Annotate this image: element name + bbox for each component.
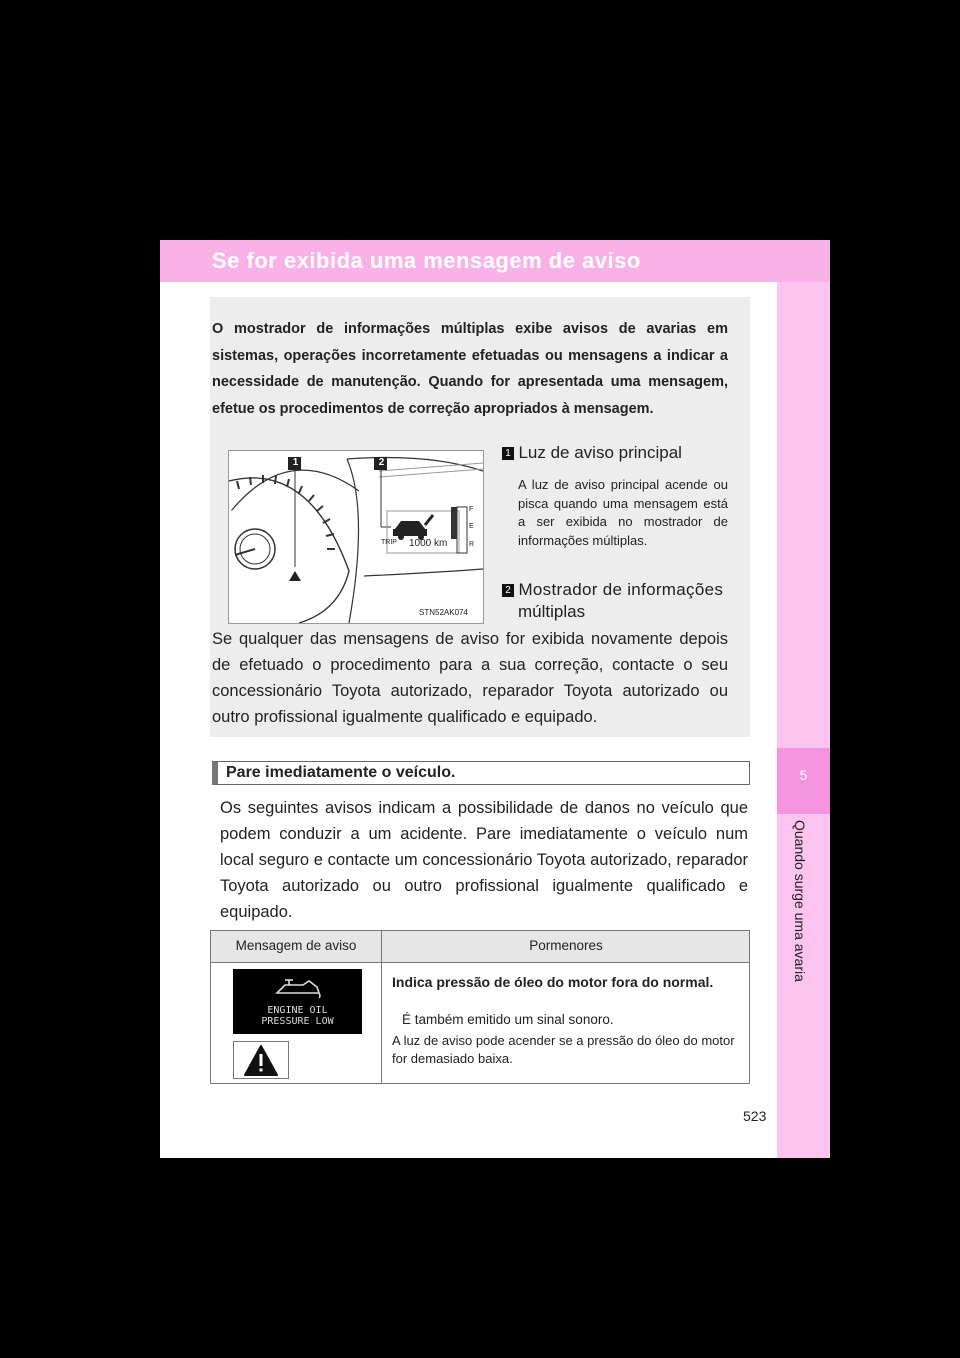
fuel-empty-label: E [469,523,474,530]
fuel-full-label: F [469,506,474,513]
engine-oil-message-text [233,1005,362,1027]
follow-up-text: Se qualquer das mensagens de aviso for exibida novamente depois de efetuado o procedimento para a sua correção, contacte o seu concessionário Toyota autorizado, reparador Toyota autorizado ou outro profissional igualmente qualificado e equipado. [212,630,728,726]
cluster-drawing [229,451,483,623]
display-line-2: PRESSURE LOW [261,1016,334,1027]
intro-text: O mostrador de informações múltiplas exibe avisos de avarias em sistemas, operações incorretamente efetuadas ou mensagens a indicar a necessidade de manutenção. Quando for apresentada uma mensagem, efetue os procedimentos de correção apropriados à mensagem. [212,321,728,417]
callout-1-title: Luz de aviso principal [518,443,682,462]
callout-2-badge: 2 [502,584,514,597]
chapter-number: 5 [799,767,808,783]
page-number: 523 [743,1108,767,1124]
detail-warning-light: A luz de aviso pode acender se a pressão do óleo do motor for demasiado baixa. [392,1033,735,1066]
callout-2-title: Mostrador de informações [518,580,724,599]
detail-title: Indica pressão de óleo do motor fora do normal. [392,974,714,990]
engine-oil-message-display [233,969,362,1034]
section-body: Os seguintes avisos indicam a possibilidade de danos no veículo que podem conduzir a um acidente. Pare imediatamente o veículo num local seguro e contacte um concessionário Toyota autorizado, reparador Toyota autorizado ou outro profissional igualmente qualificado e equipado. [220,799,748,921]
trip-label: TRIP [381,539,397,546]
section-heading: Pare imediatamente o veículo. [226,764,456,781]
warning-triangle-icon [234,1042,288,1078]
callout-1-description: A luz de aviso principal acende ou pisca quando uma mensagem está a ser exibida no mostrador de informações múltiplas. [518,477,728,548]
col-header-details: Pormenores [529,938,603,953]
detail-sound: É também emitido um sinal sonoro. [402,1012,614,1027]
instrument-cluster-illustration [228,450,484,624]
display-line-1: ENGINE OIL [267,1005,328,1016]
chapter-title: Quando surge uma avaria [792,820,808,982]
master-warning-light [233,1041,289,1079]
page-title: Se for exibida uma mensagem de aviso [212,248,641,273]
header-band [160,240,830,282]
section-heading-box [212,761,750,785]
badge-1: 1 [292,457,299,468]
gear-label: R [469,541,475,548]
odometer-readout: 1000 km [409,538,448,549]
column-divider [381,931,382,1083]
warning-table [210,930,750,1084]
callout-1 [502,443,682,463]
table-header-row [211,931,749,963]
callout-1-badge: 1 [502,447,514,460]
badge-2: 2 [378,457,385,468]
col-header-message: Mensagem de aviso [235,938,357,953]
oil-can-icon [233,969,362,1005]
manual-page [160,240,830,1158]
illustration-code: STN52AK074 [419,608,468,617]
callout-2-title-line2: múltiplas [518,602,586,621]
callout-2 [502,580,728,600]
